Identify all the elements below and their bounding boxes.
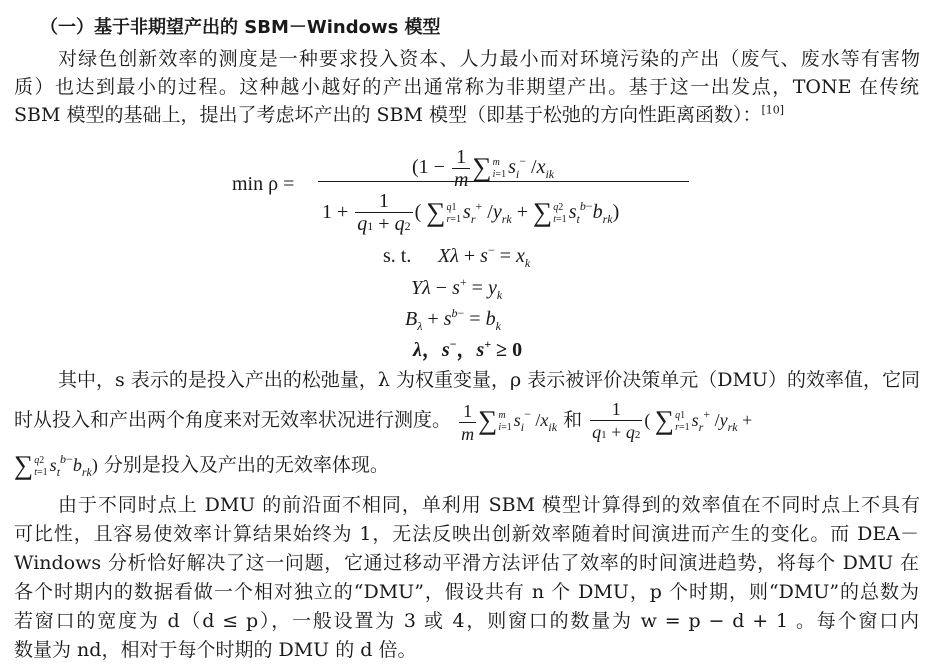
formula-numerator: (1 − $\frac{1}{m}$ ∑ m i=1 $s_i^-$ $/x_{ik}$ bbox=[412, 146, 555, 191]
constraint-st-label: s. t. bbox=[383, 245, 412, 267]
paragraph-1-line-1: 对绿色创新效率的测度是一种要求投入资本、人力最小而对环境污染的产出（废气、废水等有害物 bbox=[58, 48, 920, 70]
formula-fraction-bar bbox=[318, 181, 689, 182]
paragraph-3-line-4: 各个时期内的数据看做一个相对独立的“DMU”，假设共有 n 个 DMU，p 个时期，则“DMU”的总数为 bbox=[14, 581, 919, 603]
fraction-1-over-m: $\frac{1}{m}$ bbox=[453, 146, 469, 191]
fraction-1-over-q1-q2: $\frac{1}{q1 + q2}$ bbox=[357, 190, 411, 235]
constraint-4: λ，s−，s+ ≥ 0 bbox=[413, 337, 523, 361]
formula-denominator: 1 + $\frac{1}{q1 + q2}$ ( ∑ q1 r=1 $s_r^+$ $/y_{rk}$ + ∑ q2 t=1 $s_t^{b-}b_{rk}$) bbox=[322, 190, 620, 235]
inline-formula-output-slack-part2: ∑ q2 t=1 $s_t^{b-}b_{rk}$) bbox=[14, 450, 98, 480]
paragraph-3-line-6: 数量为 nd，相对于每个时期的 DMU 的 d 倍。 bbox=[14, 639, 417, 661]
paragraph-3-line-2: 可比性，且容易使效率计算结果始终为 1，无法反映出创新效率随着时间演进而产生的变化。而 DEA－ bbox=[14, 523, 919, 545]
paragraph-2-line-3 bbox=[14, 452, 919, 479]
paragraph-2-line-1: 其中，s 表示的是投入产出的松弛量，λ 为权重变量，ρ 表示被评价决策单元（DMU）的效率值，它同 bbox=[58, 369, 920, 391]
inline-formula-input-slack: $\frac{1}{m}$ ∑ m i=1 $s_i^-$ $/x_{ik}$ bbox=[461, 400, 558, 444]
constraint-3: $B_\lambda + s^{b-} = b_k$ bbox=[405, 306, 501, 333]
paragraph-1-line-3 bbox=[14, 102, 919, 128]
paragraph-1-line-2: 质）也达到最小的过程。这种越小越好的产出通常称为非期望产出。基于这一出发点，TONE 在传统 bbox=[14, 76, 919, 98]
inline-formula-output-slack-part1: $\frac{1}{q1 + q2}$ ( ∑ q1 r=1 $s_r^+$ $/y_{rk}$ + bbox=[592, 399, 753, 442]
paragraph-3-line-3: Windows 分析恰好解决了这一问题，它通过移动平滑方法评估了效率的时间演进趋势，将每个 DMU 在 bbox=[14, 552, 919, 574]
section-heading: （一）基于非期望产出的 SBM－Windows 模型 bbox=[40, 17, 441, 38]
paragraph-3-line-5: 若窗口的宽度为 d（d ≤ p），一般设置为 3 或 4，则窗口的数量为 w = p − d + 1 。每个窗口内 bbox=[14, 610, 919, 632]
paragraph-2-line-2-text: 时从投入和产出两个角度来对无效率状况进行测度。 bbox=[14, 409, 452, 432]
paragraph-2-line-3-text: 分别是投入及产出的无效率体现。 bbox=[103, 454, 389, 476]
paragraph-2-and: 和 bbox=[563, 409, 583, 432]
paragraph-1-line-3-text: SBM 模型的基础上，提出了考虑坏产出的 SBM 模型（即基于松弛的方向性距离函数）： bbox=[14, 104, 762, 126]
constraint-1: $X\lambda + s^- = x_k$ bbox=[438, 243, 531, 270]
paragraph-3-line-1: 由于不同时点上 DMU 的前沿面不相同，单利用 SBM 模型计算得到的效率值在不同时点上不具有 bbox=[58, 494, 920, 516]
citation-marker: [10] bbox=[761, 103, 785, 117]
formula-min-rho: min ρ = bbox=[232, 173, 295, 195]
paragraph-2-line-2 bbox=[14, 398, 919, 444]
constraint-2: $Y\lambda - s^+ = y_k$ bbox=[411, 275, 503, 302]
